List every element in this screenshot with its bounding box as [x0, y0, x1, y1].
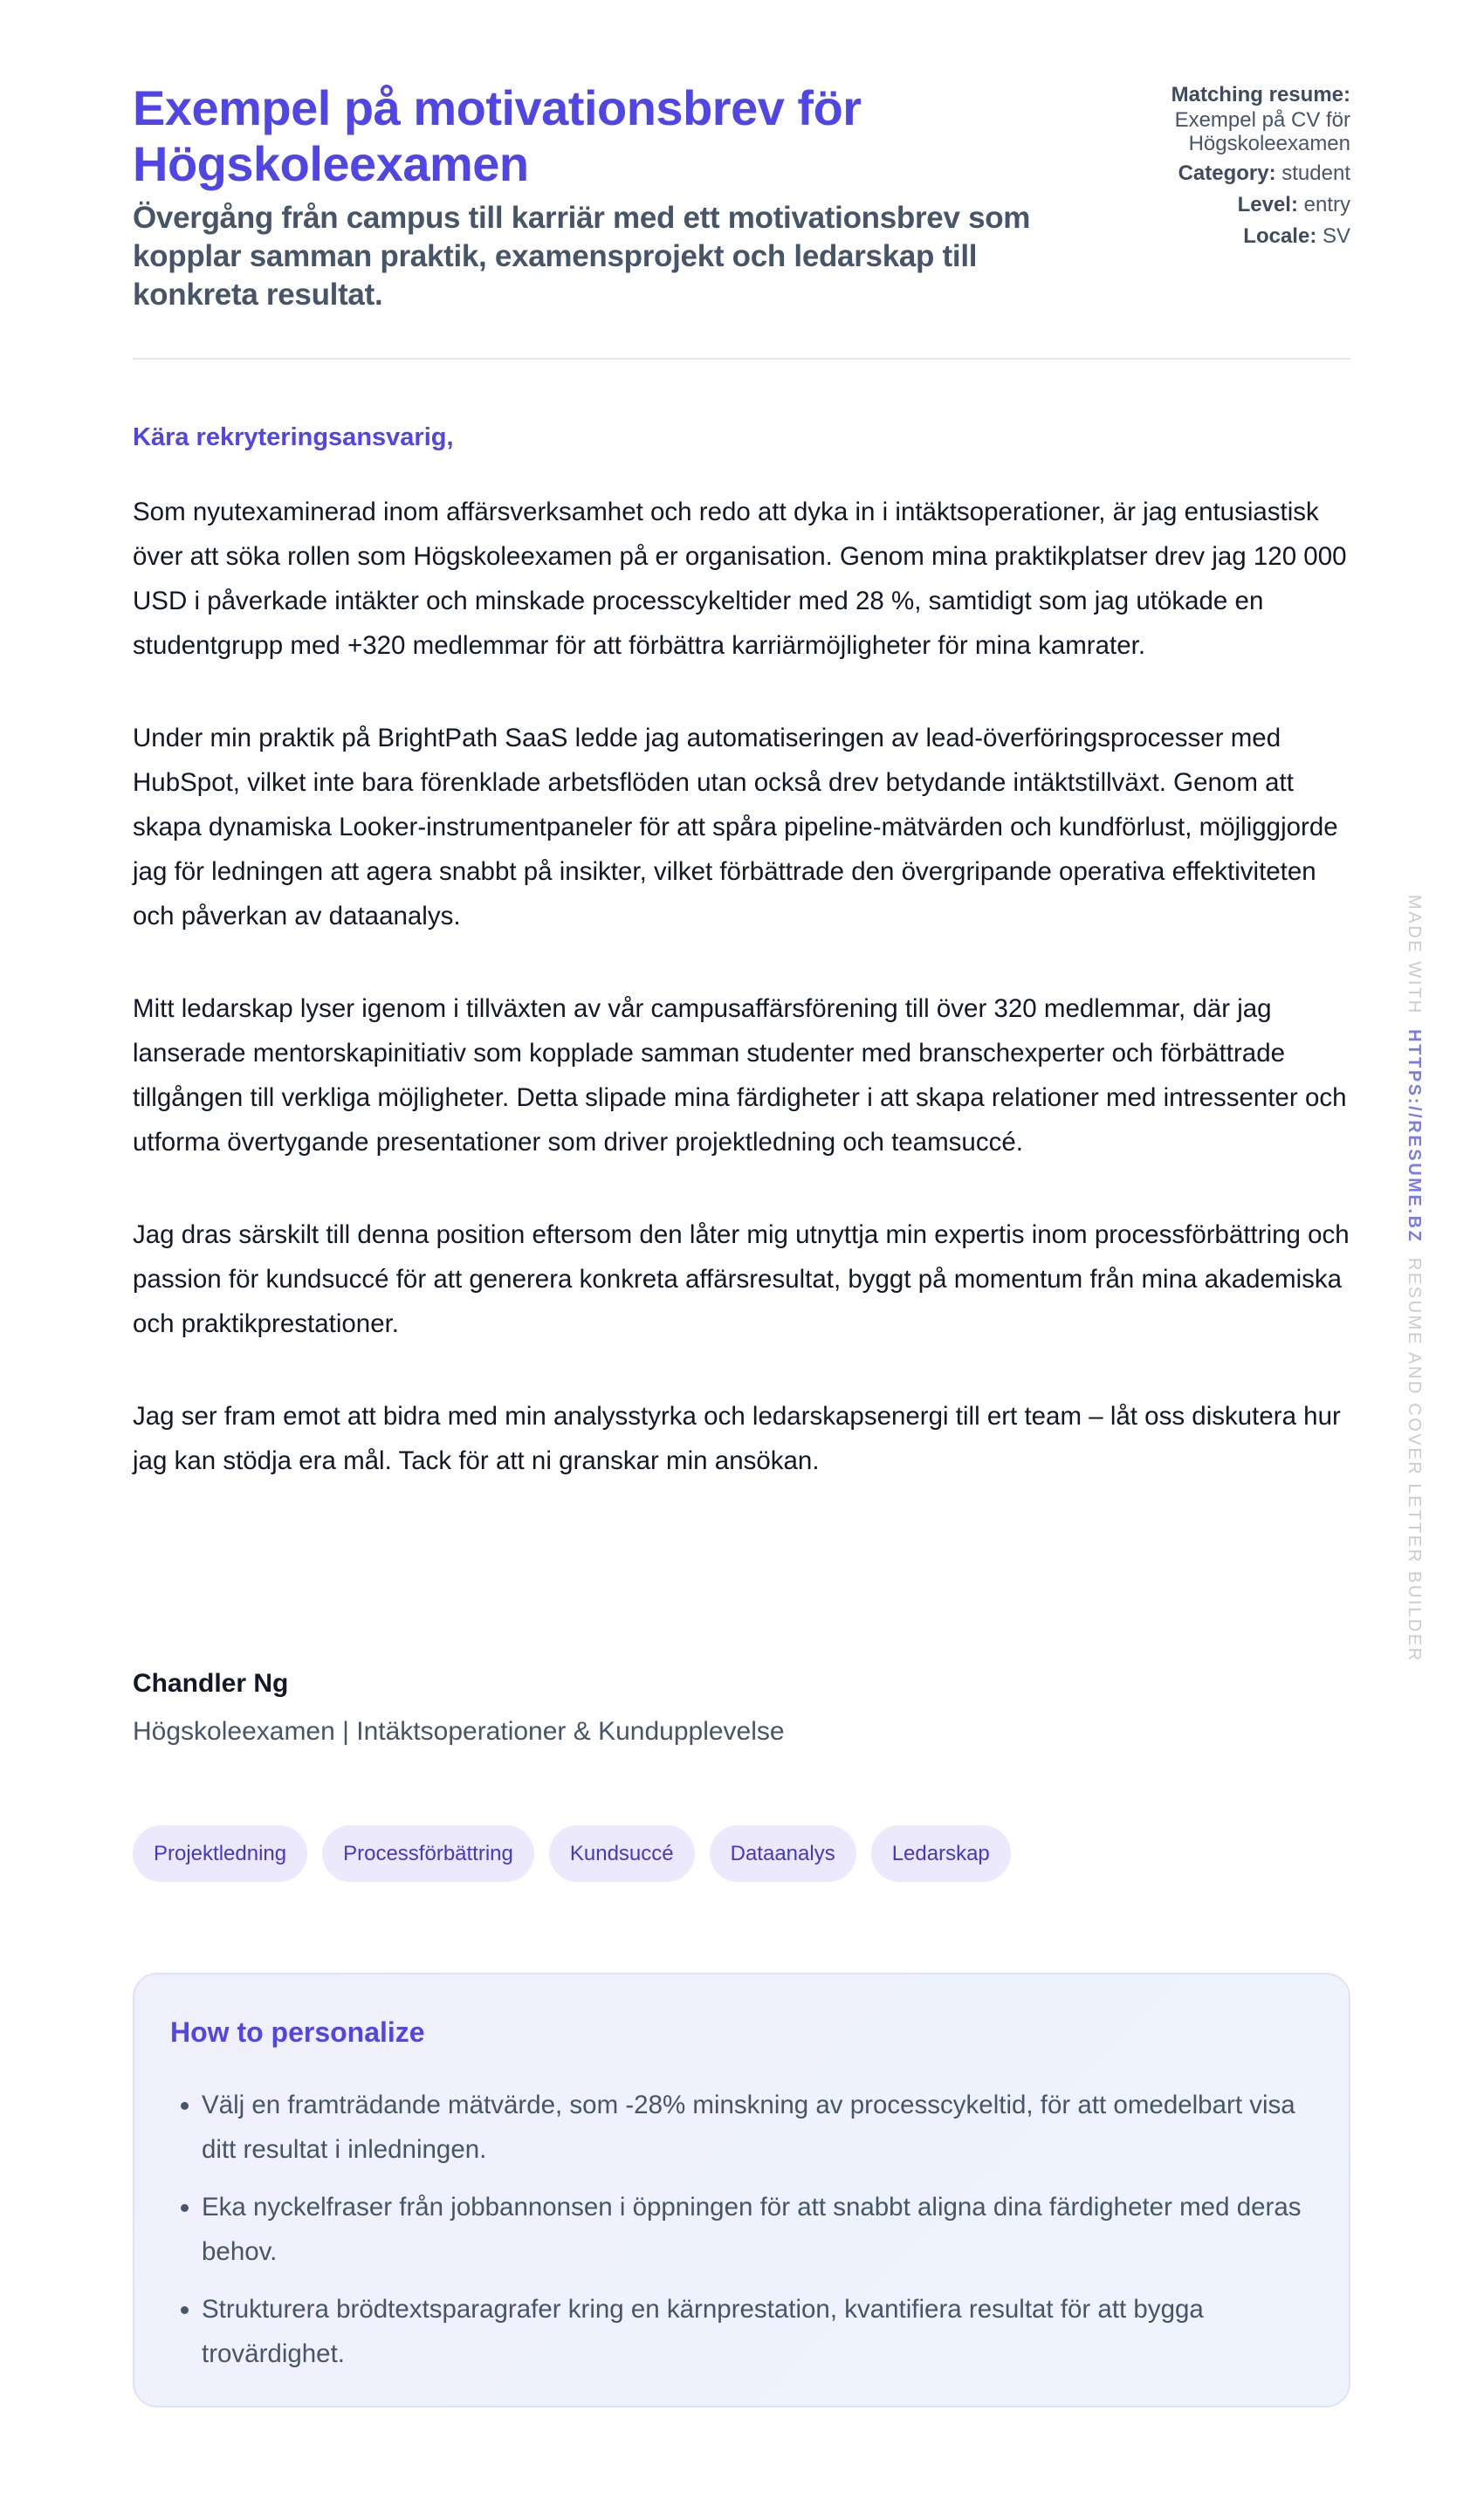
- meta-category: [1089, 161, 1350, 187]
- page-title: Exempel på motivationsbrev för Högskoleexamen: [133, 80, 862, 191]
- meta-level-value: entry: [1303, 193, 1350, 216]
- meta-locale-value: SV: [1322, 224, 1350, 248]
- letter-paragraph: Som nyutexaminerad inom affärsverksamhet och redo att dyka in i intäktsoperationer, är jag entusiastisk över att söka rollen som Högskoleexamen på er organisation. Genom mina praktikplatser drev jag 120 000 USD i påverkade intäkter och minskade processcykeltider med 28 %, samtidigt som jag utökade en studentgrupp med +320 medlemmar för att förbättra karriärmöjligheter för mina kamrater.: [133, 498, 1347, 660]
- meta-level-label: Level:: [1237, 193, 1298, 216]
- skill-tag[interactable]: Dataanalys: [710, 1825, 856, 1882]
- letter-paragraph: Under min praktik på BrightPath SaaS ledde jag automatiseringen av lead-överföringsprocesser med HubSpot, vilket inte bara förenklade arbetsflöden utan också drev betydande intäktstillväxt. Genom att skapa dynamiska Looker-instrumentpaneler för att spåra pipeline-mätvärden och kundförlust, möjliggjorde jag för ledningen att agera snabbt på insikter, vilket förbättrade den övergripande operativa effektiviteten och påverkan av dataanalys.: [133, 724, 1338, 931]
- vertical-watermark: [1402, 895, 1426, 1663]
- tip-text: Välj en framträdande mätvärde, som -28% minskning av processcykeltid, för att omedelbart visa ditt resultat i inledningen.: [202, 2091, 1295, 2164]
- cover-letter-page: [133, 0, 1350, 2368]
- tips-list: [170, 2083, 1323, 2389]
- meta-category-value: student: [1281, 161, 1350, 185]
- bullet-icon: [181, 2204, 189, 2212]
- watermark-suffix: RESUME AND COVER LETTER BUILDER: [1405, 1257, 1424, 1663]
- skill-tag[interactable]: Kundsuccé: [549, 1825, 695, 1882]
- bullet-icon: [181, 2102, 189, 2110]
- signature-name: Chandler Ng: [133, 1669, 289, 1698]
- page-subtitle: Övergång från campus till karriär med ett motivationsbrev som kopplar samman praktik, examensprojekt och ledarskap till konkreta resultat.: [133, 201, 1031, 312]
- tip-item: [170, 2185, 1323, 2274]
- letter-paragraph: Jag ser fram emot att bidra med min analysstyrka och ledarskapsenergi till ert team – låt oss diskutera hur jag kan stödja era mål. Tack för att ni granskar min ansökan.: [133, 1402, 1341, 1475]
- tip-text: Strukturera brödtextsparagrafer kring en kärnprestation, kvantifiera resultat för att bygga trovärdighet.: [202, 2295, 1204, 2368]
- tip-text: Eka nyckelfraser från jobbannonsen i öppningen för att snabbt aligna dina färdigheter med deras behov.: [202, 2193, 1302, 2266]
- bullet-icon: [181, 2306, 189, 2314]
- page-header: [133, 0, 1350, 360]
- signature-title: Högskoleexamen | Intäktsoperationer & Kundupplevelse: [133, 1717, 785, 1746]
- letter-body: [133, 490, 1355, 1531]
- personalize-tips-box: [133, 1973, 1350, 2407]
- watermark-link[interactable]: HTTPS://RESUME.BZ: [1405, 1029, 1424, 1244]
- meta-matching-resume-link[interactable]: Exempel på CV för Högskoleexamen: [1174, 108, 1350, 155]
- meta-locale-label: Locale:: [1243, 224, 1317, 248]
- skill-tags: [133, 1825, 1011, 1882]
- watermark-prefix: MADE WITH: [1405, 895, 1424, 1015]
- tip-item: [170, 2287, 1323, 2376]
- skill-tag[interactable]: Projektledning: [133, 1825, 307, 1882]
- skill-tag[interactable]: Ledarskap: [871, 1825, 1011, 1882]
- letter-paragraph: Mitt ledarskap lyser igenom i tillväxten av vår campusaffärsförening till över 320 medlemmar, där jag lanserade mentorskapinitiativ som kopplade samman studenter med branschexperter och förbättrade tillgången till verkliga möjligheter. Detta slipade mina färdigheter i att skapa relationer med intressenter och utforma övertygande presentationer som driver projektledning och teamsuccé.: [133, 994, 1347, 1157]
- meta-level: [1089, 192, 1350, 218]
- meta-matching-resume-label: Matching resume:: [1171, 83, 1350, 106]
- meta-matching-resume: [1089, 82, 1350, 155]
- letter-paragraph: Jag dras särskilt till denna position eftersom den låter mig utnyttja min expertis inom processförbättring och passion för kundsuccé för att generera konkreta affärsresultat, byggt på momentum från mina akademiska och praktikprestationer.: [133, 1220, 1350, 1338]
- letter-greeting: Kära rekryteringsansvarig,: [133, 423, 454, 451]
- meta-category-label: Category:: [1178, 161, 1276, 185]
- meta-locale: [1089, 223, 1350, 250]
- skill-tag[interactable]: Processförbättring: [322, 1825, 534, 1882]
- watermark-text: [1402, 895, 1426, 1663]
- tips-title: How to personalize: [170, 2016, 425, 2048]
- tip-item: [170, 2083, 1323, 2172]
- meta-panel: [1089, 82, 1350, 255]
